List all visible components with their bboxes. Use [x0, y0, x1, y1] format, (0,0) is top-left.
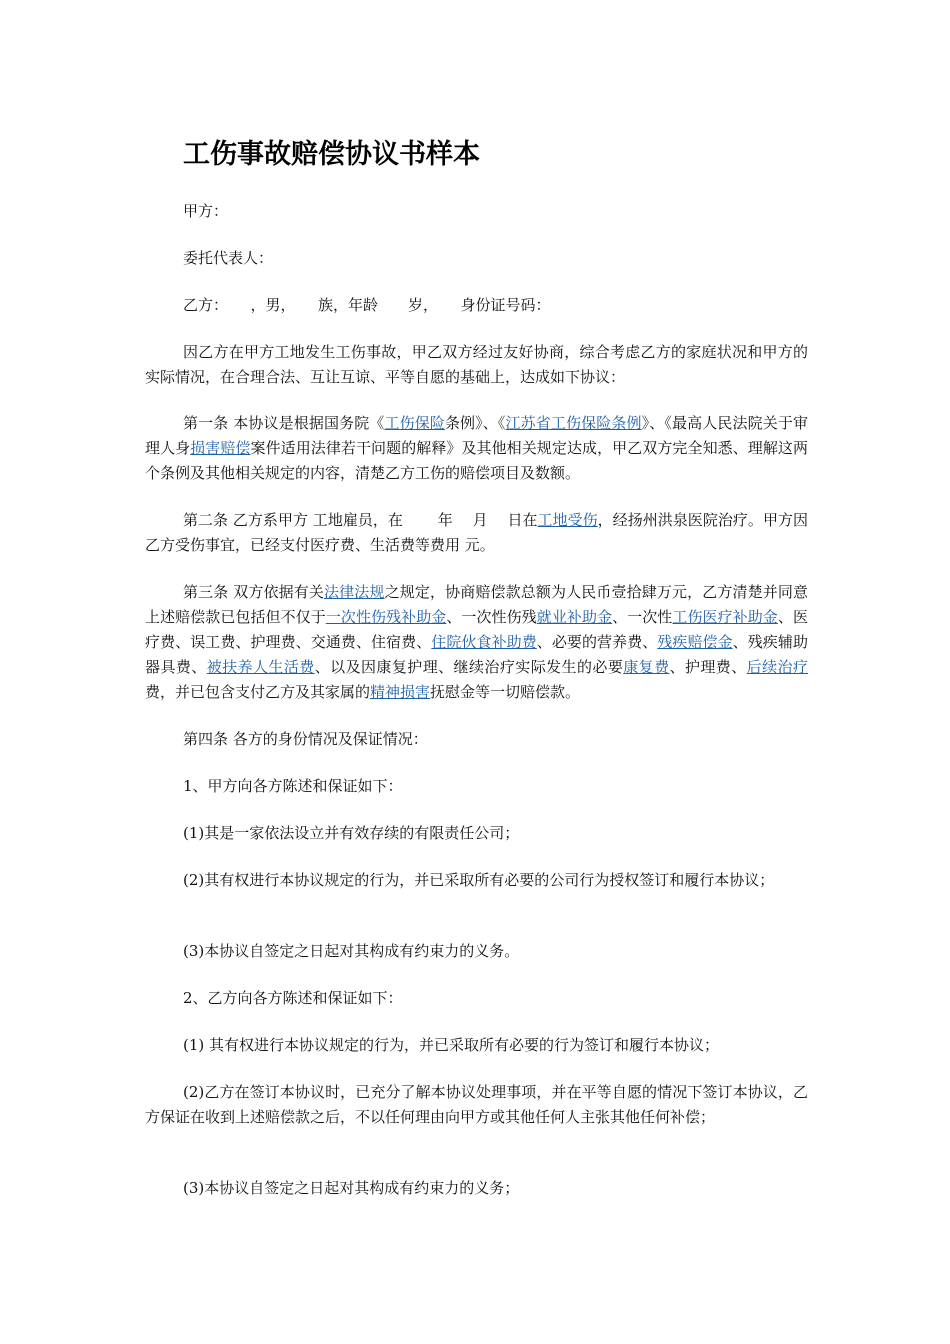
party-a-warranty-2: (2)其有权进行本协议规定的行为，并已采取所有必要的公司行为授权签订和履行本协议；	[183, 871, 775, 889]
article-1	[145, 411, 808, 486]
link-mental-damage[interactable]: 精神损害	[370, 683, 431, 701]
article-3-text: 第三条 双方依据有关	[183, 583, 325, 601]
link-disability-subsidy[interactable]: 一次性伤残补助金	[325, 608, 447, 626]
party-b-line: 乙方： ，男， 族，年龄 岁， 身份证号码：	[183, 296, 551, 314]
intro-paragraph: 因乙方在甲方工地发生工伤事故，甲乙双方经过友好协商，综合考虑乙方的家庭状况和甲方的实际情况，在合理合法、互让互谅、平等自愿的基础上，达成如下协议：	[145, 343, 808, 386]
link-rehab-fee[interactable]: 康复费	[623, 658, 670, 676]
link-site-injury[interactable]: 工地受伤	[537, 511, 598, 529]
link-laws[interactable]: 法律法规	[324, 583, 385, 601]
document-title: 工伤事故赔偿协议书样本	[183, 139, 480, 170]
link-dependent-living[interactable]: 被扶养人生活费	[206, 658, 315, 676]
link-disability-compensation[interactable]: 残疾赔偿金	[657, 633, 733, 651]
party-b-warranty-2: (2)乙方在签订本协议时，已充分了解本协议处理事项，并在平等自愿的情况下签订本协议，乙方保证在收到上述赔偿款之后，不以任何理由向甲方或其他任何人主张其他任何补偿；	[145, 1083, 808, 1126]
article-1-text: 第一条 本协议是根据国务院《	[183, 414, 385, 432]
party-a-warranty-title: 1、甲方向各方陈述和保证如下：	[183, 777, 403, 795]
article-3-text: 、护理费、	[669, 658, 747, 676]
agent-line: 委托代表人：	[183, 249, 274, 267]
article-1-text: 》、《最高人民法院关于审理人身	[145, 414, 808, 457]
party-b-warranty-1: (1) 其有权进行本协议规定的行为，并已采取所有必要的行为签订和履行本协议；	[183, 1036, 720, 1054]
article-2-text: ，经扬州洪泉医院治疗。甲方因乙方受伤事宜，已经支付医疗费、生活费等费用 元。	[145, 511, 808, 554]
party-a-warranty-1: (1)其是一家依法设立并有效存续的有限责任公司；	[183, 824, 520, 842]
article-1-text: 案件适用法律若干问题的解释》及其他相关规定达成，甲乙双方完全知悉、理解这两个条例及其他相关规定的内容，清楚乙方工伤的赔偿项目及数额。	[145, 439, 808, 482]
article-2	[145, 508, 808, 558]
link-meal-subsidy[interactable]: 住院伙食补助费	[431, 633, 537, 651]
link-damage-compensation[interactable]: 损害赔偿	[190, 439, 251, 457]
article-3-text: 、一次性伤残	[446, 608, 537, 626]
article-3-text: 抚慰金等一切赔偿款。	[430, 683, 581, 701]
article-3-text: 、医疗费、误工费、护理费、交通费、住宿费、	[145, 608, 808, 651]
link-employment-subsidy[interactable]: 就业补助金	[536, 608, 613, 626]
article-3-text: 、一次性	[612, 608, 673, 626]
article-2-text: 第二条 乙方系甲方 工地雇员，在 年 月 日在	[183, 511, 538, 529]
link-work-injury-insurance[interactable]: 工伤保险	[384, 414, 445, 432]
link-medical-subsidy[interactable]: 工伤医疗补助金	[672, 608, 778, 626]
article-3-text: 之规定，协商赔偿款总额为人民币壹拾肆万元，乙方清楚并同意上述赔偿款已包括但不仅于	[145, 583, 808, 626]
article-1-text: 条例》、《	[444, 414, 506, 432]
article-3-text: 、以及因康复护理、继续治疗实际发生的必要	[314, 658, 624, 676]
party-a-line: 甲方：	[183, 202, 229, 220]
article-3-text: 、必要的营养费、	[536, 633, 658, 651]
party-b-warranty-3: (3)本协议自签定之日起对其构成有约束力的义务；	[183, 1179, 520, 1197]
link-jiangsu-regulation[interactable]: 江苏省工伤保险条例	[505, 414, 642, 432]
party-b-warranty-title: 2、乙方向各方陈述和保证如下：	[183, 989, 403, 1007]
party-a-warranty-3: (3)本协议自签定之日起对其构成有约束力的义务。	[183, 942, 520, 960]
article-3	[145, 580, 808, 705]
article-3-text: 、残疾辅助器具费、	[145, 633, 808, 676]
link-follow-up-treatment[interactable]: 后续治疗	[746, 658, 808, 676]
article-3-text: 费，并已包含支付乙方及其家属的	[145, 683, 371, 701]
article-4: 第四条 各方的身份情况及保证情况：	[183, 730, 428, 748]
